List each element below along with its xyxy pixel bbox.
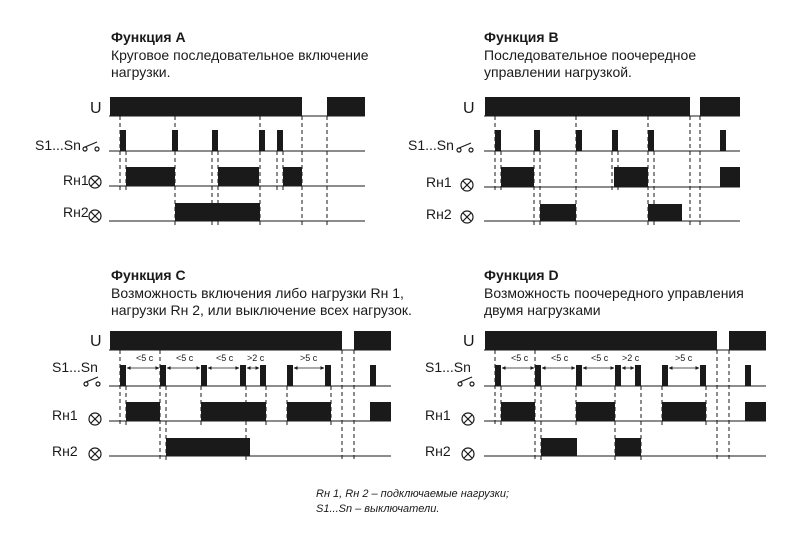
panel-function-b — [408, 29, 740, 228]
rn1-pulse — [501, 167, 534, 187]
rn2-pulse — [541, 438, 577, 456]
u-pulse — [729, 331, 766, 350]
u-pulse — [110, 331, 342, 350]
rn1-pulse — [201, 402, 266, 421]
switch-pulse — [495, 130, 501, 151]
duration-label: >5 с — [675, 353, 693, 363]
rn2-label: Rн2 — [52, 443, 78, 459]
panel-title: Функция С — [111, 267, 186, 283]
switch-pulse — [201, 365, 207, 386]
switch-pulse — [287, 365, 293, 386]
panel-description-line: Круговое последовательное включение — [111, 47, 369, 63]
panel-description-line: Последовательное поочередное — [484, 47, 697, 63]
rn1-label: Rн1 — [63, 172, 89, 188]
switch-pulse — [535, 365, 541, 386]
switch-pulse — [745, 365, 751, 386]
duration-label: >2 с — [622, 353, 640, 363]
u-label: U — [463, 333, 475, 350]
switch-pulse — [277, 130, 283, 151]
rn2-label: Rн2 — [63, 204, 89, 220]
s-label: S1...Sn — [35, 137, 81, 153]
rn1-pulse — [287, 402, 331, 421]
panel-description-line: двумя нагрузками — [484, 302, 601, 318]
duration-label: <5 с — [591, 353, 609, 363]
switch-pulse — [612, 130, 618, 151]
lamp-icon — [461, 211, 473, 223]
switch-icon — [84, 377, 100, 386]
rn1-pulse — [126, 402, 160, 421]
switch-pulse — [720, 130, 726, 151]
duration-label: <5 с — [511, 353, 529, 363]
rn2-pulse — [540, 204, 576, 221]
switch-pulse — [260, 365, 266, 386]
rn2-pulse — [615, 438, 641, 456]
switch-pulse — [212, 130, 218, 151]
duration-label: <5 с — [136, 353, 154, 363]
u-pulse — [485, 331, 717, 350]
switch-pulse — [160, 365, 166, 386]
rn1-pulse — [501, 402, 535, 421]
rn1-pulse — [370, 402, 391, 421]
lamp-icon — [462, 448, 474, 460]
u-pulse — [327, 97, 365, 116]
switch-pulse — [495, 365, 501, 386]
duration-label: <5 с — [176, 353, 194, 363]
u-pulse — [110, 97, 302, 116]
switch-pulse — [120, 130, 126, 151]
switch-pulse — [615, 365, 621, 386]
panel-description-line: нагрузки. — [111, 64, 171, 80]
duration-label: <5 с — [216, 353, 234, 363]
u-label: U — [463, 100, 475, 117]
rn2-pulse — [648, 204, 682, 221]
rn1-label: Rн1 — [425, 407, 451, 423]
panel-title: Функция В — [484, 29, 559, 45]
panel-description-line: Возможность включения либо нагрузки Rн 1, — [111, 285, 404, 301]
switch-pulse — [534, 130, 540, 151]
panel-description-line: нагрузки Rн 2, или выключение всех нагрузок. — [111, 302, 412, 318]
rn2-label: Rн2 — [425, 443, 451, 459]
u-pulse — [485, 97, 690, 116]
switch-pulse — [325, 365, 331, 386]
switch-pulse — [576, 365, 582, 386]
u-pulse — [354, 331, 391, 350]
switch-pulse — [120, 365, 126, 386]
switch-pulse — [576, 130, 582, 151]
rn1-label: Rн1 — [52, 407, 78, 423]
u-pulse — [700, 97, 740, 116]
lamp-icon — [89, 448, 101, 460]
panel-title: Функция А — [111, 29, 186, 45]
switch-icon — [457, 143, 473, 152]
switch-pulse — [648, 130, 654, 151]
footnote — [316, 488, 509, 515]
u-label: U — [90, 100, 102, 117]
lamp-icon — [89, 176, 101, 188]
panel-function-d — [425, 267, 766, 462]
lamp-icon — [462, 413, 474, 425]
duration-label: >5 с — [300, 353, 318, 363]
lamp-icon — [461, 179, 473, 191]
panel-description-line: управлении нагрузкой. — [484, 64, 632, 80]
duration-label: >2 с — [247, 353, 265, 363]
lamp-icon — [89, 210, 101, 222]
panel-function-a — [35, 29, 369, 228]
footnote-line: Rн 1, Rн 2 – подключаемые нагрузки; — [316, 488, 510, 500]
duration-label: <5 с — [551, 353, 569, 363]
switch-pulse — [635, 365, 641, 386]
rn1-pulse — [662, 402, 706, 421]
switch-icon — [83, 142, 99, 151]
s-label: S1...Sn — [408, 137, 454, 153]
s-label: S1...Sn — [425, 359, 471, 375]
u-label: U — [90, 333, 102, 350]
rn2-label: Rн2 — [426, 206, 452, 222]
s-label: S1...Sn — [52, 359, 98, 375]
lamp-icon — [89, 413, 101, 425]
panel-title: Функция D — [484, 267, 559, 283]
rn2-pulse — [175, 203, 260, 221]
switch-pulse — [662, 365, 668, 386]
rn1-label: Rн1 — [426, 174, 452, 190]
rn1-pulse — [576, 402, 615, 421]
switch-pulse — [370, 365, 376, 386]
rn1-pulse — [614, 167, 648, 187]
rn1-pulse — [283, 167, 302, 186]
switch-pulse — [700, 365, 706, 386]
rn1-pulse — [720, 167, 740, 187]
panel-function-c — [52, 267, 412, 462]
switch-pulse — [240, 365, 246, 386]
switch-icon — [458, 377, 474, 386]
rn2-pulse — [166, 438, 250, 456]
rn1-pulse — [218, 167, 259, 186]
panel-description-line: Возможность поочередного управления — [484, 285, 744, 301]
footnote-line: S1...Sn – выключатели. — [316, 503, 440, 515]
rn1-pulse — [745, 402, 766, 421]
rn1-pulse — [126, 167, 175, 186]
